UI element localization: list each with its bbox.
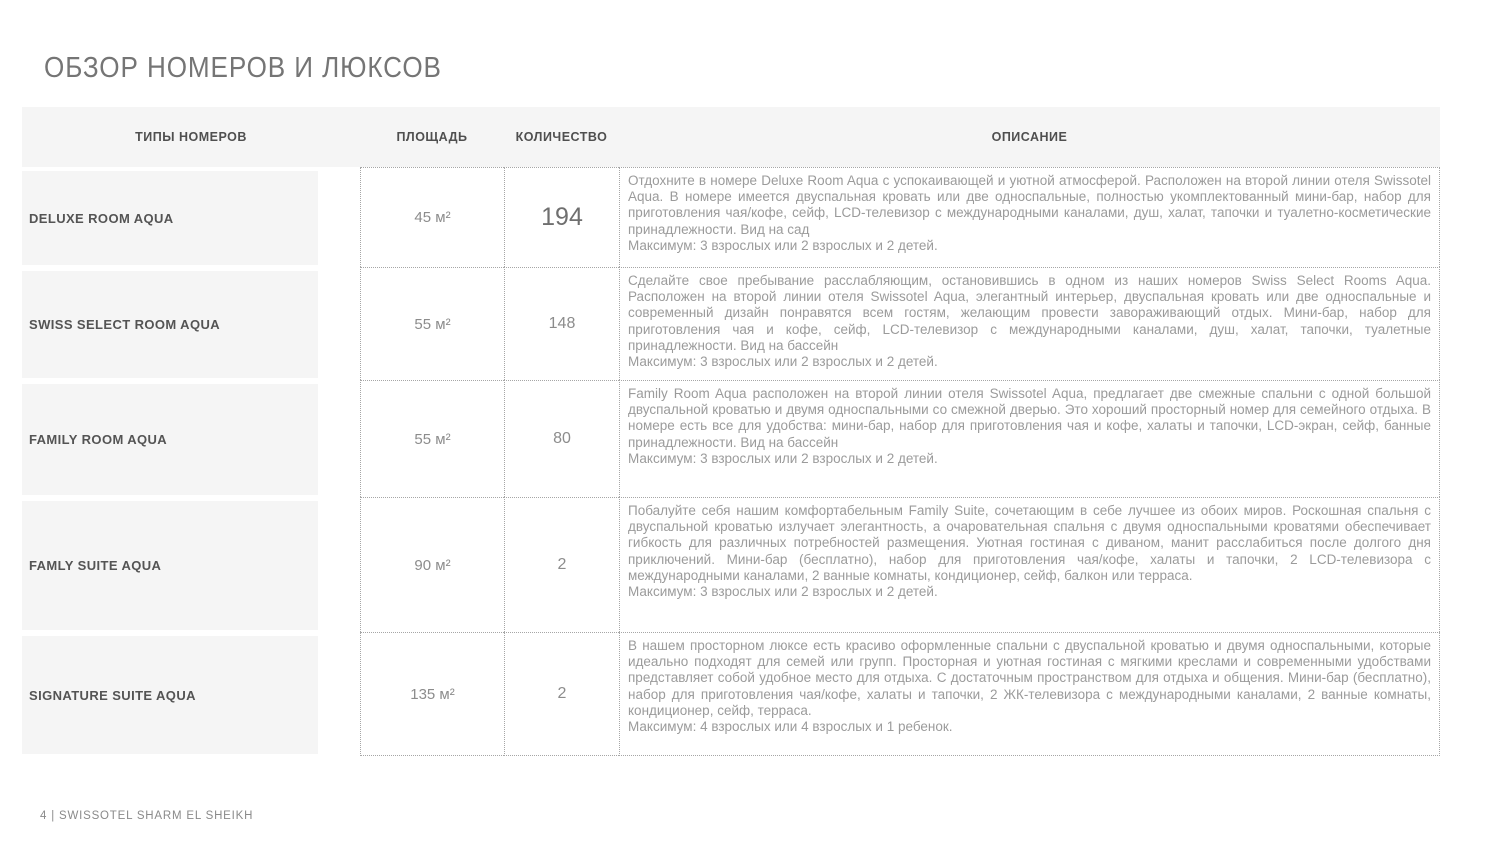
column-header-area: ПЛОЩАДЬ [396,130,468,144]
room-description-cell [619,167,1440,267]
table-row [22,497,1440,632]
room-description: В нашем просторном люксе есть красиво оформленные спальни с двуспальной кроватью и двумя односпальными, которые идеально подходят для семей или групп. Просторная и уютная гостиная с мягкими креслами и современными удобствами представляет собой удобное место для отдыха. С достаточным пространством для отдыха и общения. Мини-бар (бесплатно), набор для приготовления чая/кофе, халаты и тапочки, 2 ЖК-телевизора с международными каналами, 2 ванные комнаты, кондиционер, сейф, терраса. [628,638,1431,718]
room-count-cell: 2 [504,632,619,756]
room-description: Отдохните в номере Deluxe Room Aqua с успокаивающей и уютной атмосферой. Расположен на второй линии отеля Swissotel Aqua. В номере имеется двуспальная кровать или две односпальные, полностью укомплектованный мини-бар, набор для приготовления чая/кофе, сейф, LCD-телевизор с международными каналами, душ, халат, тапочки и туалетно-косметические принадлежности. Вид на сад [628,173,1431,237]
room-type-cell: DELUXE ROOM AQUA [22,167,360,267]
room-description-cell [619,267,1440,380]
table-row [22,380,1440,497]
room-description-cell [619,497,1440,632]
room-area-cell: 90 м² [360,497,504,632]
room-type-cell: SWISS SELECT ROOM AQUA [22,267,360,380]
rooms-overview-table [22,107,1440,756]
room-description: Family Room Aqua расположен на второй линии отеля Swissotel Aqua, предлагает две смежные спальни с одной большой двуспальной кроватью и двумя односпальными со смежной дверью. Это хороший просторный номер для семейного отдыха. В номере есть все для удобства: мини-бар, набор для приготовления чая и кофе, халаты и тапочки, LCD-экран, сейф, банные принадлежности. Вид на бассейн [628,386,1431,450]
room-type-cell: FAMLY SUITE AQUA [22,497,360,632]
room-area-cell: 55 м² [360,267,504,380]
page-footer: 4 | SWISSOTEL SHARM EL SHEIKH [40,810,254,822]
room-type-cell: FAMILY ROOM AQUA [22,380,360,497]
table-header-row [22,107,1440,167]
room-count-cell: 148 [504,267,619,380]
page-title: ОБЗОР НОМЕРОВ И ЛЮКСОВ [44,52,442,84]
room-count-cell: 80 [504,380,619,497]
table-row [22,167,1440,267]
column-header-room-types: ТИПЫ НОМЕРОВ [135,130,247,144]
room-maximum: Максимум: 4 взрослых или 4 взрослых и 1 ребенок. [628,719,953,735]
room-description: Сделайте свое пребывание расслабляющим, остановившись в одном из наших номеров Swiss Select Rooms Aqua. Расположен на второй линии отеля Swissotel Aqua, элегантный интерьер, двуспальная кровать или две односпальные и современный дизайн понравятся всем гостям, желающим провести завораживающий отдых. Мини-бар, набор для приготовления чая и кофе, сейф, LCD-телевизор с международными каналами, душ, халат, тапочки, туалетные принадлежности. Вид на бассейн [628,273,1431,353]
room-maximum: Максимум: 3 взрослых или 2 взрослых и 2 детей. [628,354,938,370]
room-count-cell: 194 [504,167,619,267]
table-row [22,632,1440,756]
room-maximum: Максимум: 3 взрослых или 2 взрослых и 2 детей. [628,584,938,600]
column-header-description: ОПИСАНИЕ [991,130,1068,144]
room-area-cell: 45 м² [360,167,504,267]
column-header-quantity: КОЛИЧЕСТВО [515,130,608,144]
room-description: Побалуйте себя нашим комфортабельным Family Suite, сочетающим в себе лучшее из обоих миров. Роскошная спальня с двуспальной кроватью излучает элегантность, а очаровательная спальня с двумя односпальными кроватями обеспечивает гибкость для различных потребностей размещения. Уютная гостиная с диваном, манит расслабиться после долгого дня приключений. Мини-бар (бесплатно), набор для приготовления чая/кофе, халаты и тапочки, 2 LCD-телевизора с международными каналами, 2 ванные комнаты, кондиционер, сейф, балкон или терраса. [628,503,1431,583]
room-maximum: Максимум: 3 взрослых или 2 взрослых и 2 детей. [628,450,938,466]
room-description-cell [619,380,1440,497]
room-type-cell: SIGNATURE SUITE AQUA [22,632,360,756]
room-description-cell [619,632,1440,756]
room-area-cell: 135 м² [360,632,504,756]
room-count-cell: 2 [504,497,619,632]
room-area-cell: 55 м² [360,380,504,497]
room-maximum: Максимум: 3 взрослых или 2 взрослых и 2 детей. [628,237,938,253]
table-row [22,267,1440,380]
